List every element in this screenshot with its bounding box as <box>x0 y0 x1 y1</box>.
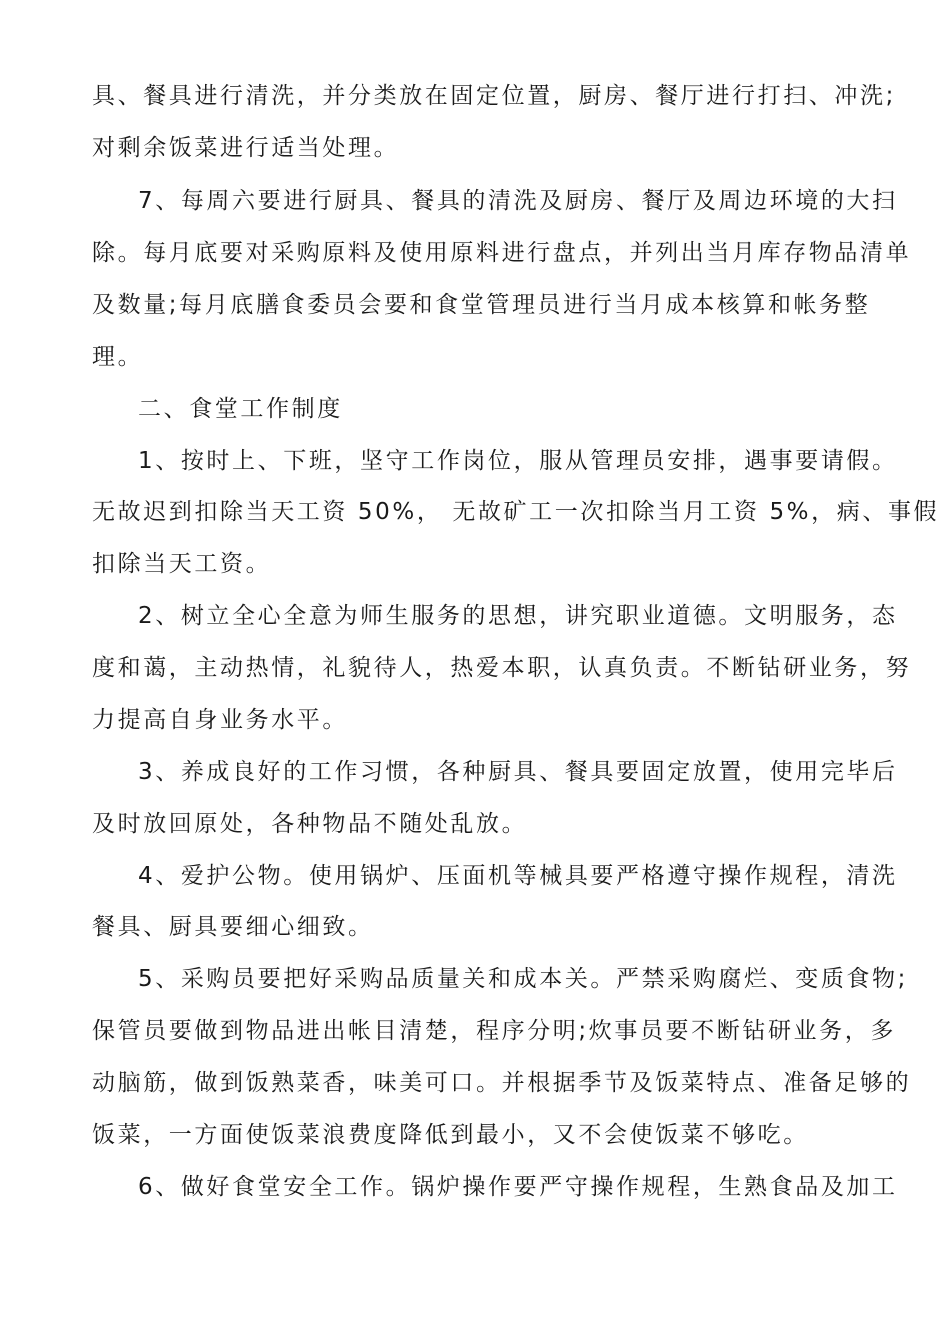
text-line-20: 动脑筋，做到饭熟菜香，味美可口。并根据季节及饭菜特点、准备足够的 <box>92 1070 912 1096</box>
text-line-13: 力提高自身业务水平。 <box>92 707 348 733</box>
text-line-11: 2、树立全心全意为师生服务的思想，讲究职业道德。文明服务，态 <box>138 603 898 629</box>
text-line-1: 具、餐具进行清洗，并分类放在固定位置，厨房、餐厅进行打扫、冲洗; <box>92 83 896 109</box>
text-line-5: 及数量;每月底膳食委员会要和食堂管理员进行当月成本核算和帐务整 <box>92 292 871 318</box>
text-line-10: 扣除当天工资。 <box>92 551 272 577</box>
text-line-8: 1、按时上、下班，坚守工作岗位，服从管理员安排，遇事要请假。 <box>138 448 898 474</box>
text-line-16: 4、爱护公物。使用锅炉、压面机等械具要严格遵守操作规程，清洗 <box>138 863 898 889</box>
text-line-14: 3、养成良好的工作习惯，各种厨具、餐具要固定放置，使用完毕后 <box>138 759 898 785</box>
text-line-2: 对剩余饭菜进行适当处理。 <box>92 135 400 161</box>
text-line-18: 5、采购员要把好采购品质量关和成本关。严禁采购腐烂、变质食物; <box>138 966 908 992</box>
text-line-4: 除。每月底要对采购原料及使用原料进行盘点，并列出当月库存物品清单 <box>92 240 912 266</box>
text-line-9: 无故迟到扣除当天工资 50%， 无故矿工一次扣除当月工资 5%，病、事假 <box>92 499 940 525</box>
text-line-17: 餐具、厨具要细心细致。 <box>92 914 374 940</box>
section-heading: 二、食堂工作制度 <box>138 396 343 422</box>
text-line-15: 及时放回原处，各种物品不随处乱放。 <box>92 811 528 837</box>
text-line-22: 6、做好食堂安全工作。锅炉操作要严守操作规程，生熟食品及加工 <box>138 1174 898 1200</box>
text-line-6: 理。 <box>92 344 144 370</box>
text-line-3: 7、每周六要进行厨具、餐具的清洗及厨房、餐厅及周边环境的大扫 <box>138 188 898 214</box>
text-line-12: 度和蔼，主动热情，礼貌待人，热爱本职，认真负责。不断钻研业务，努 <box>92 655 912 681</box>
text-line-21: 饭菜，一方面使饭菜浪费度降低到最小，又不会使饭菜不够吃。 <box>92 1122 809 1148</box>
text-line-19: 保管员要做到物品进出帐目清楚，程序分明;炊事员要不断钻研业务，多 <box>92 1018 896 1044</box>
